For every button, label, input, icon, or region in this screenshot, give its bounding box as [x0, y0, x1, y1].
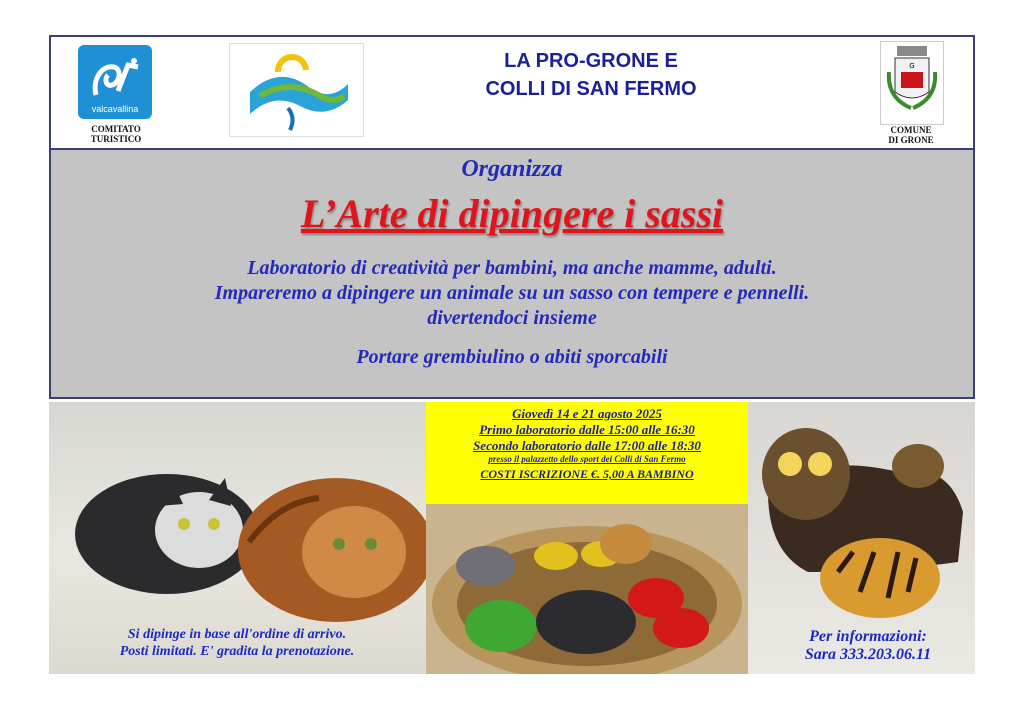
organizers-title: LA PRO-GRONE E COLLI DI SAN FERMO [485, 50, 697, 100]
event-description: Laboratorio di creatività per bambini, ma anche mamme, adulti. Impareremo a dipingere un animale su un sasso con tempere e pennelli. divertendoci insieme [214, 257, 810, 329]
colli-san-fermo-logo [229, 43, 364, 137]
poster-frame [49, 35, 975, 399]
grone-crest [880, 41, 944, 125]
organizer-label: Organizza [461, 156, 563, 182]
event-info [51, 150, 973, 397]
svg-text:valcavallina: valcavallina [91, 104, 139, 114]
event-title: L’Arte di dipingere i sassi [300, 191, 724, 236]
header [51, 37, 973, 150]
svg-text:G: G [909, 62, 915, 70]
basket-photo [426, 504, 748, 674]
schedule-dates: Giovedì 14 e 21 agosto 2025 [512, 406, 662, 421]
cat-stones-photo [49, 402, 426, 674]
owl-tiger-photo [748, 402, 975, 674]
schedule-cost: COSTI ISCRIZIONE €. 5,00 A BAMBINO [480, 467, 694, 481]
schedule-first: Primo laboratorio dalle 15:00 alle 16:30 [479, 422, 695, 437]
landscape-sun-icon [230, 44, 363, 136]
schedule-box [426, 402, 748, 504]
bring-note: Portare grembiulino o abiti sporcabili [356, 346, 668, 368]
crest-icon [881, 42, 943, 124]
basket-stones-image [426, 504, 748, 674]
valcavallina-logo-icon [78, 45, 152, 119]
schedule-location: presso il palazzetto dello sport dei Colli di San Fermo [488, 454, 686, 464]
comune-caption: COMUNE DI GRONE [888, 125, 934, 145]
contact-info: Per informazioni: Sara 333.203.06.11 [804, 628, 932, 663]
comitato-caption: COMITATO TURISTICO [90, 124, 142, 144]
arrival-note: Si dipinge in base all'ordine di arrivo. Posti limitati. E' gradita la prenotazione. [119, 627, 355, 659]
valcavallina-logo [78, 45, 152, 119]
schedule-second: Secondo laboratorio dalle 17:00 alle 18:30 [473, 438, 701, 453]
